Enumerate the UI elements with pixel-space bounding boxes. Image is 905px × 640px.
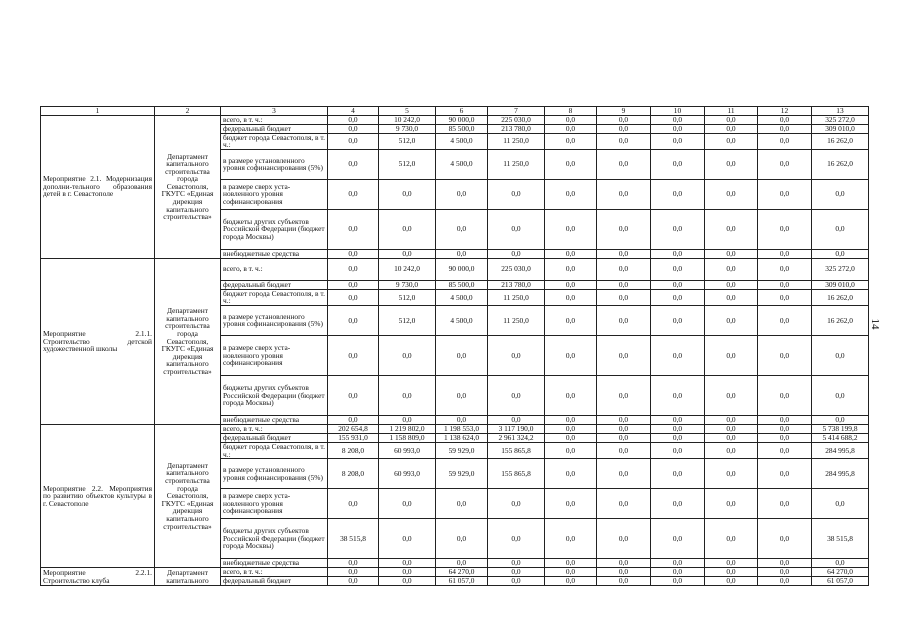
value-cell: 0,0: [705, 305, 758, 335]
value-cell: 0,0: [328, 568, 379, 577]
value-cell: 0,0: [705, 519, 758, 559]
value-cell: 64 270,0: [436, 568, 488, 577]
value-cell: 0,0: [758, 335, 812, 375]
value-cell: 0,0: [812, 179, 869, 209]
value-cell: 0,0: [379, 179, 436, 209]
value-cell: 0,0: [651, 577, 705, 586]
value-cell: 0,0: [651, 442, 705, 458]
measure-cell: Мероприятие 2.1.1. Строительство детской художественной школы: [41, 258, 155, 424]
value-cell: 16 262,0: [812, 305, 869, 335]
value-cell: 0,0: [812, 335, 869, 375]
value-cell: 0,0: [812, 375, 869, 415]
value-cell: 0,0: [545, 305, 597, 335]
value-cell: 0,0: [488, 179, 545, 209]
measure-cell: Мероприятие 2.2. Мероприятия по развитию объектов культуры в г. Севастополе: [41, 424, 155, 567]
header-cell: 1: [41, 107, 155, 116]
value-cell: 0,0: [488, 335, 545, 375]
value-cell: 0,0: [705, 577, 758, 586]
value-cell: 0,0: [436, 249, 488, 258]
value-cell: 0,0: [651, 209, 705, 249]
value-cell: 4 500,0: [436, 305, 488, 335]
value-cell: 0,0: [328, 280, 379, 289]
value-cell: 0,0: [545, 149, 597, 179]
value-cell: 0,0: [328, 415, 379, 424]
value-cell: 0,0: [597, 305, 651, 335]
value-cell: 0,0: [379, 209, 436, 249]
value-cell: 0,0: [705, 442, 758, 458]
value-cell: 0,0: [436, 559, 488, 568]
value-cell: 60 993,0: [379, 459, 436, 489]
value-cell: 0,0: [379, 577, 436, 586]
value-cell: 0,0: [597, 115, 651, 124]
value-cell: 0,0: [436, 209, 488, 249]
value-cell: 0,0: [545, 289, 597, 305]
value-cell: 0,0: [758, 289, 812, 305]
value-cell: 0,0: [328, 375, 379, 415]
value-cell: 0,0: [651, 415, 705, 424]
funding-source-cell: федеральный бюджет: [221, 124, 328, 133]
value-cell: 0,0: [758, 519, 812, 559]
value-cell: 0,0: [597, 568, 651, 577]
funding-source-cell: всего, в т. ч.:: [221, 258, 328, 280]
value-cell: 0,0: [328, 179, 379, 209]
value-cell: 4 500,0: [436, 149, 488, 179]
value-cell: 0,0: [651, 133, 705, 149]
value-cell: 0,0: [545, 559, 597, 568]
funding-source-cell: в размере установленного уровня софинансирования (5%): [221, 459, 328, 489]
value-cell: 0,0: [328, 258, 379, 280]
value-cell: 0,0: [705, 375, 758, 415]
value-cell: 64 270,0: [812, 568, 869, 577]
value-cell: 59 929,0: [436, 442, 488, 458]
value-cell: 0,0: [651, 519, 705, 559]
value-cell: 0,0: [597, 280, 651, 289]
value-cell: 0,0: [651, 258, 705, 280]
value-cell: 0,0: [651, 433, 705, 442]
value-cell: 0,0: [597, 335, 651, 375]
value-cell: 85 500,0: [436, 280, 488, 289]
value-cell: 0,0: [597, 577, 651, 586]
value-cell: 5 414 688,2: [812, 433, 869, 442]
value-cell: 284 995,8: [812, 459, 869, 489]
value-cell: 0,0: [651, 179, 705, 209]
header-cell: 3: [221, 107, 328, 116]
value-cell: 512,0: [379, 305, 436, 335]
header-cell: 8: [545, 107, 597, 116]
table-row: [41, 258, 869, 280]
value-cell: 0,0: [597, 442, 651, 458]
value-cell: 0,0: [812, 559, 869, 568]
value-cell: 225 030,0: [488, 258, 545, 280]
header-cell: 6: [436, 107, 488, 116]
value-cell: 0,0: [651, 124, 705, 133]
executor-cell: Департамент капитального: [155, 568, 221, 586]
value-cell: 0,0: [651, 280, 705, 289]
value-cell: 309 010,0: [812, 280, 869, 289]
value-cell: 16 262,0: [812, 149, 869, 179]
funding-source-cell: в размере сверх уста-новленного уровня софинансирования: [221, 335, 328, 375]
funding-source-cell: в размере установленного уровня софинансирования (5%): [221, 305, 328, 335]
value-cell: 0,0: [545, 209, 597, 249]
value-cell: 4 500,0: [436, 133, 488, 149]
header-cell: 2: [155, 107, 221, 116]
value-cell: 0,0: [758, 305, 812, 335]
value-cell: 38 515,8: [812, 519, 869, 559]
header-cell: 9: [597, 107, 651, 116]
value-cell: 0,0: [328, 249, 379, 258]
value-cell: 0,0: [758, 149, 812, 179]
table-row: [41, 424, 869, 433]
value-cell: 202 654,8: [328, 424, 379, 433]
value-cell: 0,0: [705, 258, 758, 280]
value-cell: 5 738 199,8: [812, 424, 869, 433]
value-cell: 1 219 802,0: [379, 424, 436, 433]
value-cell: 0,0: [651, 289, 705, 305]
value-cell: 0,0: [758, 258, 812, 280]
value-cell: 0,0: [545, 489, 597, 519]
value-cell: 0,0: [812, 209, 869, 249]
value-cell: 0,0: [545, 280, 597, 289]
value-cell: 0,0: [705, 559, 758, 568]
value-cell: 90 000,0: [436, 258, 488, 280]
value-cell: 90 000,0: [436, 115, 488, 124]
value-cell: 0,0: [379, 335, 436, 375]
value-cell: 0,0: [705, 124, 758, 133]
table-row: [41, 568, 869, 577]
value-cell: 59 929,0: [436, 459, 488, 489]
value-cell: 0,0: [488, 209, 545, 249]
value-cell: 0,0: [705, 568, 758, 577]
value-cell: 0,0: [758, 577, 812, 586]
value-cell: 155 865,8: [488, 459, 545, 489]
value-cell: 16 262,0: [812, 133, 869, 149]
funding-source-cell: федеральный бюджет: [221, 577, 328, 586]
value-cell: 0,0: [328, 577, 379, 586]
value-cell: 0,0: [436, 415, 488, 424]
value-cell: 0,0: [597, 433, 651, 442]
funding-source-cell: внебюджетные средства: [221, 559, 328, 568]
value-cell: 0,0: [705, 249, 758, 258]
value-cell: 0,0: [545, 519, 597, 559]
value-cell: 0,0: [379, 489, 436, 519]
value-cell: 0,0: [597, 249, 651, 258]
value-cell: 0,0: [597, 209, 651, 249]
funding-source-cell: бюджеты других субъектов Российской Федерации (бюджет города Москвы): [221, 519, 328, 559]
value-cell: 0,0: [705, 459, 758, 489]
value-cell: 0,0: [597, 489, 651, 519]
value-cell: 0,0: [705, 415, 758, 424]
value-cell: 0,0: [379, 568, 436, 577]
value-cell: 0,0: [545, 249, 597, 258]
value-cell: 16 262,0: [812, 289, 869, 305]
header-cell: 4: [328, 107, 379, 116]
funding-source-cell: федеральный бюджет: [221, 280, 328, 289]
value-cell: 0,0: [758, 568, 812, 577]
value-cell: 0,0: [488, 415, 545, 424]
value-cell: 0,0: [488, 375, 545, 415]
value-cell: 0,0: [758, 249, 812, 258]
header-cell: 11: [705, 107, 758, 116]
funding-source-cell: в размере сверх уста-новленного уровня софинансирования: [221, 489, 328, 519]
value-cell: 0,0: [328, 489, 379, 519]
table-row: [41, 115, 869, 124]
funding-source-cell: внебюджетные средства: [221, 415, 328, 424]
value-cell: 0,0: [651, 568, 705, 577]
value-cell: 0,0: [758, 559, 812, 568]
funding-source-cell: бюджет города Севастополя, в т. ч.:: [221, 442, 328, 458]
value-cell: 0,0: [651, 375, 705, 415]
value-cell: 0,0: [705, 433, 758, 442]
value-cell: 0,0: [488, 568, 545, 577]
funding-source-cell: всего, в т. ч.:: [221, 424, 328, 433]
funding-source-cell: федеральный бюджет: [221, 433, 328, 442]
value-cell: 38 515,8: [328, 519, 379, 559]
value-cell: 0,0: [328, 289, 379, 305]
value-cell: 0,0: [545, 375, 597, 415]
value-cell: 1 138 624,0: [436, 433, 488, 442]
value-cell: 8 208,0: [328, 459, 379, 489]
value-cell: 0,0: [328, 149, 379, 179]
value-cell: 0,0: [328, 209, 379, 249]
funding-source-cell: в размере сверх уста-новленного уровня софинансирования: [221, 179, 328, 209]
executor-cell: Департамент капитального строительства города Севастополя, ГКУГС «Единая дирекция капитального строительства»: [155, 258, 221, 424]
value-cell: 0,0: [545, 459, 597, 489]
value-cell: 0,0: [705, 335, 758, 375]
value-cell: 0,0: [705, 179, 758, 209]
value-cell: 0,0: [651, 305, 705, 335]
value-cell: 0,0: [379, 559, 436, 568]
value-cell: 213 780,0: [488, 124, 545, 133]
value-cell: 0,0: [597, 559, 651, 568]
value-cell: 61 057,0: [436, 577, 488, 586]
value-cell: 0,0: [758, 209, 812, 249]
value-cell: 0,0: [758, 280, 812, 289]
value-cell: 0,0: [545, 568, 597, 577]
value-cell: 0,0: [545, 124, 597, 133]
value-cell: 0,0: [651, 115, 705, 124]
value-cell: 0,0: [812, 489, 869, 519]
value-cell: 0,0: [705, 133, 758, 149]
value-cell: 0,0: [758, 442, 812, 458]
value-cell: 0,0: [545, 424, 597, 433]
value-cell: 0,0: [597, 375, 651, 415]
value-cell: 0,0: [812, 415, 869, 424]
value-cell: 0,0: [705, 209, 758, 249]
value-cell: 0,0: [705, 115, 758, 124]
value-cell: 512,0: [379, 133, 436, 149]
value-cell: 0,0: [328, 559, 379, 568]
value-cell: 0,0: [436, 335, 488, 375]
value-cell: 1 158 809,0: [379, 433, 436, 442]
funding-source-cell: внебюджетные средства: [221, 249, 328, 258]
measure-cell: Мероприятие 2.1. Модернизация дополни-тельного образования детей в г. Севастополе: [41, 115, 155, 258]
value-cell: 155 865,8: [488, 442, 545, 458]
value-cell: 0,0: [545, 433, 597, 442]
value-cell: 0,0: [379, 249, 436, 258]
value-cell: 0,0: [758, 415, 812, 424]
value-cell: 0,0: [758, 115, 812, 124]
funding-source-cell: в размере установленного уровня софинансирования (5%): [221, 149, 328, 179]
value-cell: 0,0: [488, 559, 545, 568]
value-cell: 225 030,0: [488, 115, 545, 124]
funding-source-cell: бюджет города Севастополя, в т. ч.:: [221, 289, 328, 305]
executor-cell: Департамент капитального строительства города Севастополя, ГКУГС «Единая дирекция капитального строительства»: [155, 424, 221, 567]
value-cell: 0,0: [328, 305, 379, 335]
value-cell: 61 057,0: [812, 577, 869, 586]
funding-source-cell: бюджеты других субъектов Российской Федерации (бюджет города Москвы): [221, 375, 328, 415]
value-cell: 0,0: [651, 149, 705, 179]
value-cell: 0,0: [488, 519, 545, 559]
value-cell: 85 500,0: [436, 124, 488, 133]
funding-source-cell: всего, в т. ч.:: [221, 568, 328, 577]
value-cell: 9 730,0: [379, 124, 436, 133]
value-cell: 0,0: [545, 115, 597, 124]
value-cell: 0,0: [758, 375, 812, 415]
value-cell: 0,0: [379, 519, 436, 559]
value-cell: 0,0: [436, 519, 488, 559]
value-cell: 0,0: [488, 577, 545, 586]
value-cell: 0,0: [758, 433, 812, 442]
value-cell: 0,0: [597, 519, 651, 559]
value-cell: 155 931,0: [328, 433, 379, 442]
value-cell: 0,0: [328, 115, 379, 124]
header-row: [41, 107, 869, 116]
value-cell: 0,0: [597, 415, 651, 424]
value-cell: 10 242,0: [379, 115, 436, 124]
value-cell: 0,0: [597, 179, 651, 209]
value-cell: 0,0: [597, 124, 651, 133]
value-cell: 0,0: [545, 577, 597, 586]
value-cell: 0,0: [705, 280, 758, 289]
value-cell: 3 117 190,0: [488, 424, 545, 433]
value-cell: 0,0: [651, 249, 705, 258]
value-cell: 0,0: [651, 489, 705, 519]
value-cell: 8 208,0: [328, 442, 379, 458]
value-cell: 0,0: [379, 375, 436, 415]
value-cell: 0,0: [545, 133, 597, 149]
value-cell: 9 730,0: [379, 280, 436, 289]
value-cell: 0,0: [436, 179, 488, 209]
value-cell: 0,0: [597, 289, 651, 305]
value-cell: 0,0: [651, 335, 705, 375]
value-cell: 0,0: [651, 559, 705, 568]
value-cell: 0,0: [328, 335, 379, 375]
value-cell: 11 250,0: [488, 305, 545, 335]
value-cell: 2 961 324,2: [488, 433, 545, 442]
value-cell: 4 500,0: [436, 289, 488, 305]
value-cell: 0,0: [705, 289, 758, 305]
value-cell: 0,0: [597, 424, 651, 433]
value-cell: 0,0: [436, 489, 488, 519]
funding-source-cell: бюджет города Севастополя, в т. ч.:: [221, 133, 328, 149]
header-cell: 12: [758, 107, 812, 116]
value-cell: 325 272,0: [812, 115, 869, 124]
value-cell: 0,0: [651, 424, 705, 433]
value-cell: 0,0: [545, 442, 597, 458]
value-cell: 11 250,0: [488, 289, 545, 305]
value-cell: 0,0: [597, 149, 651, 179]
value-cell: 0,0: [758, 424, 812, 433]
value-cell: 284 995,8: [812, 442, 869, 458]
value-cell: 0,0: [758, 124, 812, 133]
value-cell: 0,0: [545, 258, 597, 280]
value-cell: 0,0: [545, 335, 597, 375]
value-cell: 11 250,0: [488, 133, 545, 149]
header-cell: 5: [379, 107, 436, 116]
header-cell: 7: [488, 107, 545, 116]
value-cell: 0,0: [488, 489, 545, 519]
value-cell: 0,0: [597, 133, 651, 149]
value-cell: 512,0: [379, 289, 436, 305]
value-cell: 0,0: [651, 459, 705, 489]
page-number: 14: [869, 318, 881, 330]
value-cell: 0,0: [812, 249, 869, 258]
funding-source-cell: бюджеты других субъектов Российской Федерации (бюджет города Москвы): [221, 209, 328, 249]
value-cell: 0,0: [545, 179, 597, 209]
value-cell: 1 198 553,0: [436, 424, 488, 433]
value-cell: 0,0: [705, 489, 758, 519]
value-cell: 0,0: [328, 133, 379, 149]
value-cell: 0,0: [705, 149, 758, 179]
value-cell: 0,0: [758, 459, 812, 489]
value-cell: 309 010,0: [812, 124, 869, 133]
value-cell: 213 780,0: [488, 280, 545, 289]
value-cell: 0,0: [705, 424, 758, 433]
value-cell: 0,0: [597, 258, 651, 280]
executor-cell: Департамент капитального строительства города Севастополя, ГКУГС «Единая дирекция капитального строительства»: [155, 115, 221, 258]
budget-table: [40, 106, 869, 586]
value-cell: 0,0: [328, 124, 379, 133]
value-cell: 512,0: [379, 149, 436, 179]
value-cell: 0,0: [758, 133, 812, 149]
value-cell: 10 242,0: [379, 258, 436, 280]
value-cell: 0,0: [545, 415, 597, 424]
value-cell: 0,0: [758, 179, 812, 209]
value-cell: 325 272,0: [812, 258, 869, 280]
funding-source-cell: всего, в т. ч.:: [221, 115, 328, 124]
value-cell: 60 993,0: [379, 442, 436, 458]
value-cell: 0,0: [758, 489, 812, 519]
value-cell: 0,0: [436, 375, 488, 415]
value-cell: 0,0: [488, 249, 545, 258]
header-cell: 10: [651, 107, 705, 116]
measure-cell: Мероприятие 2.2.1. Строительство клуба: [41, 568, 155, 586]
value-cell: 0,0: [597, 459, 651, 489]
header-cell: 13: [812, 107, 869, 116]
value-cell: 11 250,0: [488, 149, 545, 179]
value-cell: 0,0: [379, 415, 436, 424]
